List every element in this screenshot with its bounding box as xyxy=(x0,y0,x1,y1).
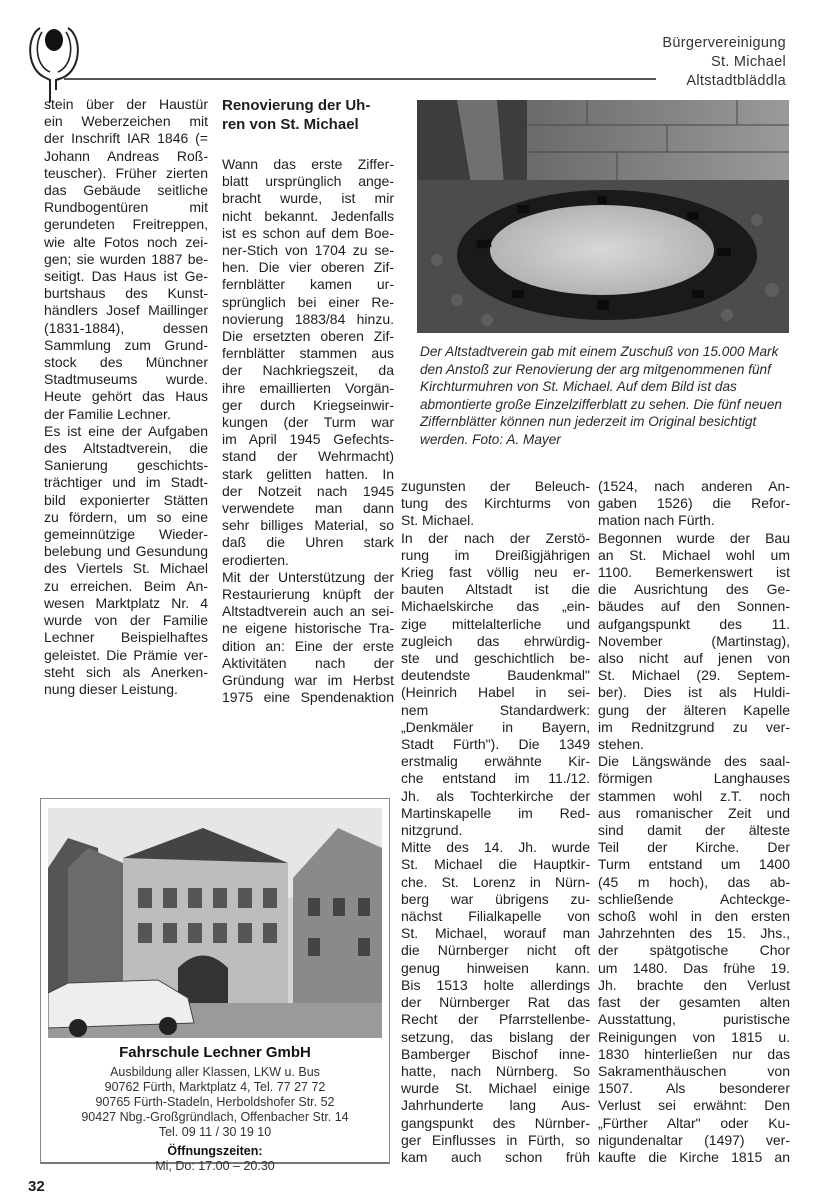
text-line: erstmalig erwähnte Kir- xyxy=(401,753,590,770)
text-line: sind damit der älteste xyxy=(598,822,790,839)
text-line: Turm entstand um 1400 xyxy=(598,856,790,873)
text-line: nem Standardwerk: xyxy=(401,701,590,718)
text-line: Mit der Unterstützung der xyxy=(222,568,394,585)
text-line: gangspunkt des Nürnber- xyxy=(401,1114,590,1131)
ad-line: 90762 Fürth, Marktplatz 4, Tel. 77 27 72 xyxy=(104,1080,326,1094)
text-line: zu erreichen. Beim An- xyxy=(44,577,208,594)
text-line: geleistet. Die Prämie ver- xyxy=(44,646,208,663)
text-line: hatte, nach Nürnberg. So xyxy=(401,1062,590,1079)
text-line: nigundenaltar (1497) ver- xyxy=(598,1131,790,1148)
text-line: gemeinnützige Wieder- xyxy=(44,526,208,543)
text-line: stein über der Haustür xyxy=(44,96,208,112)
text-line: St. Michael. xyxy=(401,512,475,529)
paragraph xyxy=(44,96,208,423)
text-line: ger Einflusses in Fürth, so xyxy=(401,1131,590,1148)
text-line: an St. Michael wohl um xyxy=(598,546,790,563)
text-line: novierung 1883/84 hinzu. xyxy=(222,310,394,327)
text-line: Lechner Beispielhaftes xyxy=(44,629,208,646)
text-line: teuscher). Früher zierten xyxy=(44,164,208,181)
paragraph xyxy=(401,530,590,840)
text-line: der spätgotische Chor xyxy=(598,942,790,959)
text-line: händlers Josef Maillinger xyxy=(44,302,208,319)
publication-header xyxy=(662,34,786,91)
header-line: Bürgervereinigung xyxy=(662,35,786,51)
text-column-2 xyxy=(222,96,394,707)
paragraph xyxy=(44,423,208,698)
text-line: Martinskapelle im Red- xyxy=(401,804,590,821)
text-line: deutendste Baudenkmal" xyxy=(401,667,590,684)
paragraph xyxy=(401,839,590,1166)
text-line: (1831-1884), dessen xyxy=(44,319,208,336)
header-line: St. Michael xyxy=(710,54,786,70)
text-line: Begonnen wurde der Bau xyxy=(598,529,790,546)
text-line: Altstadtverein auch an sei- xyxy=(222,603,394,620)
text-line: Heute gehört das Haus xyxy=(44,388,208,405)
text-line: Aktivitäten nach der xyxy=(222,654,394,671)
text-line: gung der älteren Kapelle xyxy=(598,701,790,718)
text-line: 1100. Bemerkenswert ist xyxy=(598,564,790,581)
text-line: das Gebäude seitliche xyxy=(44,182,208,199)
text-line: Die ersetzten oberen Zif- xyxy=(222,328,394,345)
article-heading xyxy=(222,96,394,134)
text-line: wurde von der Familie xyxy=(44,612,208,629)
text-line: zu fördern, um so eine xyxy=(44,508,208,525)
text-line: St. Michael (29. Septem- xyxy=(598,667,790,684)
text-line: blatt ursprünglich ange- xyxy=(222,173,394,190)
text-line: gerundeten Freitreppen, xyxy=(44,216,208,233)
paragraph xyxy=(222,569,394,707)
photo-caption: Der Altstadtverein gab mit einem Zuschuß von 15.000 Mark den Anstoß zur Renovierung der arg mitgenommenen fünf Kirchturmuhren von St. Michael. Auf dem Bild ist das abmontierte große Einzelzifferblatt zu sehen. Die fünf neuen Ziffernblätter können nun jederzeit im Original besichtigt werden. Foto: A. Mayer xyxy=(420,344,782,447)
text-line: (Heinrich Habel in sei- xyxy=(401,684,590,701)
text-line: der Nürnberger Rat das xyxy=(401,994,590,1011)
text-line: schoß wohl in den ersten xyxy=(598,908,790,925)
text-line: fernblätter stammen aus xyxy=(222,345,394,362)
text-line: erodierten. xyxy=(222,551,289,568)
text-line: daß die Uhren stark xyxy=(222,534,394,551)
ad-title: Fahrschule Lechner GmbH xyxy=(119,1044,311,1061)
text-line: Reinigungen von 1815 u. xyxy=(598,1028,790,1045)
text-line: ste und geschichtlich be- xyxy=(401,650,590,667)
paragraph xyxy=(598,753,790,1166)
text-line: mation nach Fürth. xyxy=(598,512,715,529)
header-line: Altstadtbläddla xyxy=(686,73,786,89)
text-line: des Altstadtverein, die xyxy=(44,440,208,457)
text-line: kam auch schon früh xyxy=(401,1148,590,1165)
text-line: Verlust sei erwähnt: Den xyxy=(598,1097,790,1114)
text-line: ist es schon auf dem Boe- xyxy=(222,224,394,241)
text-line: steht sich als Anerken- xyxy=(44,663,208,680)
text-line: fast der gesamten alten xyxy=(598,994,790,1011)
text-line: gen; sie wurden 1887 be- xyxy=(44,250,208,267)
text-line: ihre emaillierten Vorgän- xyxy=(222,379,394,396)
text-line: die Ausrichtung des Ge- xyxy=(598,581,790,598)
text-line: der Familie Lechner. xyxy=(44,405,171,422)
text-line: wesen Marktplatz Nr. 4 xyxy=(44,594,208,611)
text-line: Restaurierung knüpft der xyxy=(222,586,394,603)
text-line: Gründung war im Herbst xyxy=(222,672,394,689)
text-line: trächtiger und im Stadt- xyxy=(44,474,208,491)
page-number: 32 xyxy=(28,1178,45,1195)
text-line: wurde St. Michael einige xyxy=(401,1080,590,1097)
text-line: förmigen Langhauses xyxy=(598,770,790,787)
ad-line: Ausbildung aller Klassen, LKW u. Bus xyxy=(110,1065,320,1079)
text-line: stand der Wehrmacht) xyxy=(222,448,394,465)
text-column-3 xyxy=(401,478,590,1166)
paragraph xyxy=(222,156,394,569)
ad-line: 90427 Nbg.-Großgründlach, Offenbacher Str. 14 xyxy=(81,1110,349,1124)
text-line: Krieg fast völlig neu er- xyxy=(401,564,590,581)
text-line: nitzgrund. xyxy=(401,822,463,839)
text-line: Sammlung zum Grund- xyxy=(44,336,208,353)
text-line: Die Längswände des saal- xyxy=(598,753,790,770)
text-line: zige mittelalterliche und xyxy=(401,615,590,632)
paragraph xyxy=(401,478,590,530)
text-line: Jahrzehnten des 15. Jhs., xyxy=(598,925,790,942)
heading-line: Renovierung der Uh- xyxy=(222,97,371,114)
text-line: „Denkmäler in Bayern, xyxy=(401,718,590,735)
text-line: des Viertels St. Michael xyxy=(44,560,208,577)
text-line: Stadtmuseums wurde. xyxy=(44,371,208,388)
text-line: bäudes auf den Sonnen- xyxy=(598,598,790,615)
text-line: nicht bekannt. Jedenfalls xyxy=(222,207,394,224)
paragraph xyxy=(598,530,790,754)
text-line: rung im Dreißigjährigen xyxy=(401,546,590,563)
driving-school-building-photo xyxy=(48,808,382,1038)
text-line: che entstand im 11./12. xyxy=(401,770,590,787)
text-line: dition an: Eine der erste xyxy=(222,637,394,654)
text-line: stehen. xyxy=(598,736,644,753)
text-line: genug hinweisen kann. xyxy=(401,959,590,976)
text-line: Jh. brachte den Verlust xyxy=(598,976,790,993)
text-line: setzung, das bislang der xyxy=(401,1028,590,1045)
text-line: (45 m hoch), das ab- xyxy=(598,873,790,890)
text-line: ner-Stich von 1704 zu se- xyxy=(222,242,394,259)
text-line: bracht wurde, ist mir xyxy=(222,190,394,207)
text-line: seitigt. Das Haus ist Ge- xyxy=(44,268,208,285)
text-line: fernblätter kamen ur- xyxy=(222,276,394,293)
text-line: Bis 1513 holte allerdings xyxy=(401,976,590,993)
text-line: „Fürther Altar" oder Ku- xyxy=(598,1114,790,1131)
text-line: schließende Achteckge- xyxy=(598,890,790,907)
text-line: che. St. Lorenz in Nürn- xyxy=(401,873,590,890)
text-line: sprünglich bei einer Re- xyxy=(222,293,394,310)
text-line: 1830 hinterließen nur das xyxy=(598,1045,790,1062)
text-line: Jh. als Tochterkirche der xyxy=(401,787,590,804)
text-line: um 1480. Das frühe 19. xyxy=(598,959,790,976)
text-line: berg war übrigens zu- xyxy=(401,890,590,907)
text-line: burtshaus des Kunst- xyxy=(44,285,208,302)
text-line: Teil der Kirche. Der xyxy=(598,839,790,856)
text-line: Stadt Fürth"). Die 1349 xyxy=(401,736,590,753)
text-line: St. Michael die Hauptkir- xyxy=(401,856,590,873)
text-line: tung des Kirchturms von xyxy=(401,495,590,512)
logo-icon xyxy=(24,22,84,104)
ad-hours: Mi, Do: 17.00 – 20.30 xyxy=(155,1159,275,1173)
clock-face-photo xyxy=(417,100,789,333)
text-line: hen. Die vier oberen Zif- xyxy=(222,259,394,276)
text-line: kungen (der Turm war xyxy=(222,414,394,431)
ad-hours-label: Öffnungszeiten: xyxy=(167,1144,263,1158)
text-line: wie alte Fotos noch zei- xyxy=(44,233,208,250)
text-line: Wann das erste Ziffer- xyxy=(222,156,394,172)
text-line: sehr billiges Material, so xyxy=(222,517,394,534)
text-line: gaben 1526) die Refor- xyxy=(598,495,790,512)
advertisement-text xyxy=(40,1043,390,1174)
text-line: im Rednitzgrund zu ver- xyxy=(598,718,790,735)
text-line: stammen wohl z.T. noch xyxy=(598,787,790,804)
text-line: ber). Dies ist als Huldi- xyxy=(598,684,790,701)
text-line: Jahrhunderte lang Aus- xyxy=(401,1097,590,1114)
text-line: stock des Münchner xyxy=(44,354,208,371)
text-line: Rundbogentüren mit xyxy=(44,199,208,216)
text-line: Michaelskirche das „ein- xyxy=(401,598,590,615)
heading-line: ren von St. Michael xyxy=(222,116,359,133)
text-line: St. Michael, worauf man xyxy=(401,925,590,942)
ad-line: Tel. 09 11 / 30 19 10 xyxy=(158,1125,272,1139)
text-line: aufgangspunkt des 11. xyxy=(598,615,790,632)
text-line: November (Martinstag), xyxy=(598,632,790,649)
text-line: In der nach der Zerstö- xyxy=(401,529,590,546)
text-line: Recht der Pfarrstellenbe- xyxy=(401,1011,590,1028)
text-line: Johann Andreas Roß- xyxy=(44,147,208,164)
text-line: Bamberger Bischof inne- xyxy=(401,1045,590,1062)
text-line: Es ist eine der Aufgaben xyxy=(44,422,208,439)
text-line: Mitte des 14. Jh. wurde xyxy=(401,839,590,856)
text-line: zugunsten der Beleuch- xyxy=(401,478,590,494)
text-line: belebung und Gesundung xyxy=(44,543,208,560)
text-line: 1975 eine Spendenaktion xyxy=(222,689,394,706)
text-line: aus romanischer Zeit und xyxy=(598,804,790,821)
paragraph xyxy=(598,478,790,530)
text-line: ne eigene historische Tra- xyxy=(222,620,394,637)
text-column-4 xyxy=(598,478,790,1166)
text-line: (1524, nach anderen An- xyxy=(598,478,790,494)
text-column-1 xyxy=(44,96,208,698)
text-line: kaufte die Kirche 1815 an xyxy=(598,1148,790,1165)
text-line: nächst Filialkapelle von xyxy=(401,908,590,925)
text-line: zugleich das ehrwürdig- xyxy=(401,632,590,649)
text-line: bauten Altstadt ist die xyxy=(401,581,590,598)
text-line: Sanierung geschichts- xyxy=(44,457,208,474)
text-line: 1507. Als besonderer xyxy=(598,1080,790,1097)
text-line: Sakramenthäuschen von xyxy=(598,1062,790,1079)
text-line: der Nachkriegszeit, da xyxy=(222,362,394,379)
header-rule xyxy=(64,78,656,80)
text-line: der Inschrift IAR 1846 (= xyxy=(44,130,208,147)
text-line: Ausstattung, puristische xyxy=(598,1011,790,1028)
text-line: nung dieser Leistung. xyxy=(44,680,178,697)
text-line: also nicht auf jenen von xyxy=(598,650,790,667)
text-line: bild exponierter Stätten xyxy=(44,491,208,508)
text-line: ger durch Kriegseinwir- xyxy=(222,396,394,413)
ad-line: 90765 Fürth-Stadeln, Herboldshofer Str. 52 xyxy=(95,1095,335,1109)
text-line: stark gelitten hatten. In xyxy=(222,465,394,482)
text-line: ein Weberzeichen mit xyxy=(44,113,208,130)
text-line: im April 1945 Gefechts- xyxy=(222,431,394,448)
text-line: die Nürnberger nicht oft xyxy=(401,942,590,959)
text-line: verwendete man dann xyxy=(222,500,394,517)
text-line: der Notzeit nach 1945 xyxy=(222,482,394,499)
